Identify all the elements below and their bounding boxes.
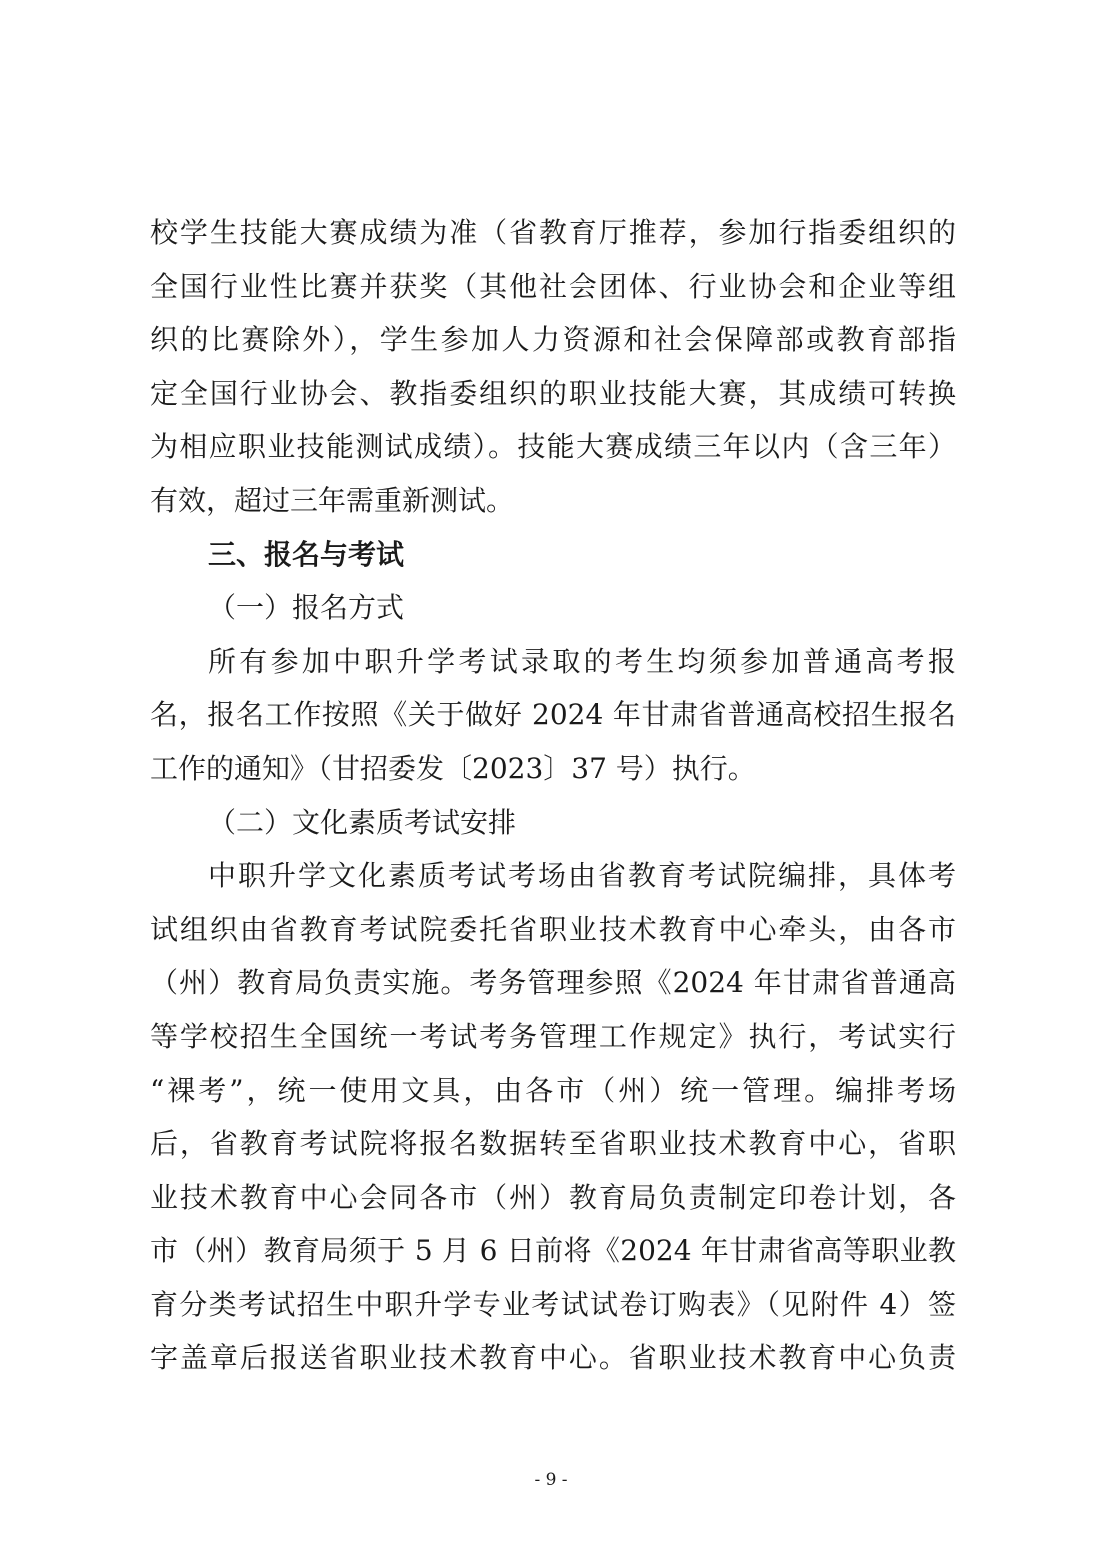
text-line: 有效，超过三年需重新测试。: [150, 483, 515, 517]
text-line: 育分类考试招生中职升学专业考试试卷订购表》（见附件 4）签: [150, 1287, 956, 1321]
text-line: 后，省教育考试院将报名数据转至省职业技术教育中心，省职: [150, 1127, 956, 1161]
section-heading: 三、报名与考试: [208, 537, 405, 571]
page-number: - 9 -: [534, 1470, 568, 1490]
document-body: [150, 206, 956, 1385]
text-line: 织的比赛除外），学生参加人力资源和社会保障部或教育部指: [150, 323, 956, 357]
paragraph-exam-arrangement: [150, 849, 956, 1385]
text-line: 试组织由省教育考试院委托省职业技术教育中心牵头，由各市: [150, 912, 956, 946]
text-line: 为相应职业技能测试成绩）。技能大赛成绩三年以内（含三年）: [150, 430, 956, 464]
text-line: 字盖章后报送省职业技术教育中心。省职业技术教育中心负责: [150, 1341, 956, 1375]
text-line: 定全国行业协会、教指委组织的职业技能大赛，其成绩可转换: [150, 376, 956, 410]
text-line: 工作的通知》（甘招委发〔2023〕37 号）执行。: [150, 751, 756, 785]
text-line: 名，报名工作按照《关于做好 2024 年甘肃省普通高校招生报名: [150, 698, 956, 732]
text-line: 中职升学文化素质考试考场由省教育考试院编排，具体考: [208, 859, 956, 893]
subsection-heading-exam-arrangement: （二）文化素质考试安排: [208, 805, 517, 839]
text-line: 校学生技能大赛成绩为准（省教育厅推荐，参加行指委组织的: [150, 216, 956, 249]
text-line: “裸考”，统一使用文具，由各市（州）统一管理。编排考场: [150, 1073, 956, 1107]
paragraph-registration: [150, 635, 956, 796]
text-line: 市（州）教育局须于 5 月 6 日前将《2024 年甘肃省高等职业教: [150, 1234, 956, 1268]
text-line: 等学校招生全国统一考试考务管理工作规定》执行，考试实行: [150, 1019, 956, 1053]
text-line: 所有参加中职升学考试录取的考生均须参加普通高考报: [208, 644, 956, 678]
subsection-heading-registration: （一）报名方式: [208, 591, 405, 625]
text-line: （州）教育局负责实施。考务管理参照《2024 年甘肃省普通高: [150, 966, 956, 1000]
text-line: 全国行业性比赛并获奖（其他社会团体、行业协会和企业等组: [150, 269, 956, 303]
text-line: 业技术教育中心会同各市（州）教育局负责制定印卷计划，各: [150, 1180, 956, 1214]
paragraph-continued: [150, 206, 956, 528]
